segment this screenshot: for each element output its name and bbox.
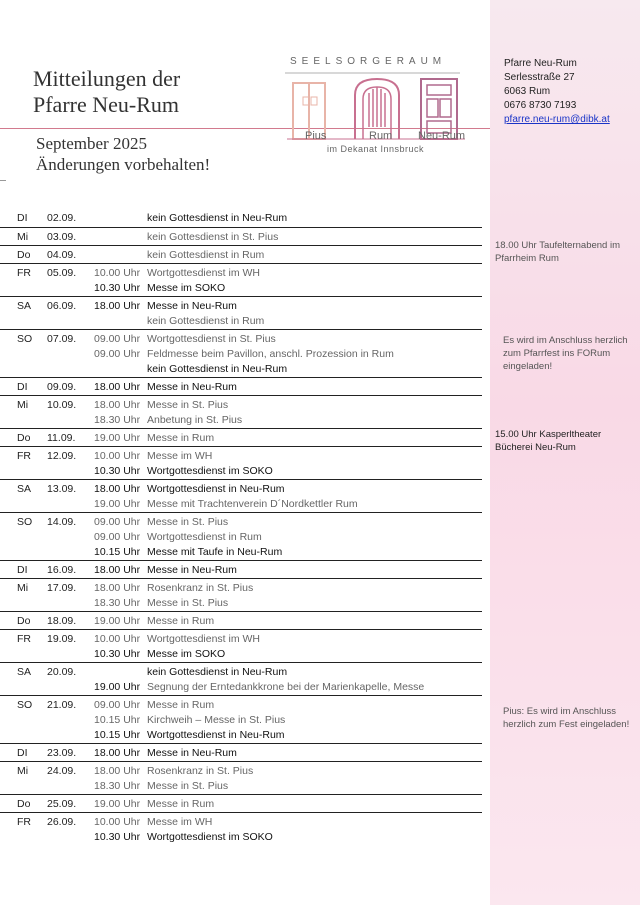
note-pius-fest — [503, 705, 629, 731]
row-day: SO — [17, 516, 33, 528]
schedule-row — [0, 812, 482, 846]
entry-time: 10.00 Uhr — [94, 450, 141, 462]
schedule-row — [0, 428, 482, 447]
contact-block — [504, 57, 610, 127]
schedule-row — [0, 479, 482, 513]
note-3-line-2: Bücherei Neu-Rum — [495, 442, 576, 453]
row-date: 18.09. — [47, 615, 77, 627]
entry-time: 09.00 Uhr — [94, 699, 141, 711]
note-3-line-1: 15.00 Uhr Kasperltheater — [495, 429, 602, 440]
note-taufelternabend — [495, 239, 620, 265]
entry-text: Wortgottesdienst im SOKO — [147, 465, 273, 477]
entry-time: 19.00 Uhr — [94, 615, 141, 627]
logo-top-text: SEELSORGERAUM — [290, 56, 447, 67]
entry-time: 10.15 Uhr — [94, 546, 141, 558]
entry-text: Wortgottesdienst im WH — [147, 267, 261, 279]
row-date: 07.09. — [47, 333, 77, 345]
note-2-line-2: zum Pfarrfest ins FORum — [503, 348, 611, 359]
row-day: FR — [17, 633, 31, 645]
entry-time: 10.15 Uhr — [94, 714, 141, 726]
note-4-line-2: herzlich zum Fest eingeladen! — [503, 719, 630, 730]
row-date: 23.09. — [47, 747, 77, 759]
entry-time: 10.30 Uhr — [94, 831, 141, 843]
entry-time: 18.00 Uhr — [94, 399, 141, 411]
schedule-row — [0, 611, 482, 630]
schedule-row — [0, 629, 482, 663]
entry-text: kein Gottesdienst in Neu-Rum — [147, 212, 288, 224]
row-date: 06.09. — [47, 300, 77, 312]
row-date: 21.09. — [47, 699, 77, 711]
entry-time: 09.00 Uhr — [94, 333, 141, 345]
entry-text: Messe in Neu-Rum — [147, 747, 237, 759]
entry-text: kein Gottesdienst in St. Pius — [147, 231, 279, 243]
schedule-row — [0, 395, 482, 429]
row-day: Mi — [17, 582, 29, 594]
margin-mark — [0, 180, 6, 181]
entry-time: 18.00 Uhr — [94, 300, 141, 312]
row-date: 09.09. — [47, 381, 77, 393]
entry-text: Wortgottesdienst im SOKO — [147, 831, 273, 843]
entry-time: 19.00 Uhr — [94, 798, 141, 810]
entry-time: 10.00 Uhr — [94, 816, 141, 828]
entry-text: Wortgottesdienst in Neu-Rum — [147, 483, 285, 495]
contact-phone: 0676 8730 7193 — [504, 100, 577, 111]
entry-time: 10.30 Uhr — [94, 465, 141, 477]
entry-text: Messe mit Taufe in Neu-Rum — [147, 546, 283, 558]
note-pfarrfest — [503, 334, 628, 373]
schedule-row — [0, 743, 482, 762]
row-date: 24.09. — [47, 765, 77, 777]
row-date: 20.09. — [47, 666, 77, 678]
schedule-row — [0, 560, 482, 579]
entry-time: 19.00 Uhr — [94, 681, 141, 693]
logo-parish-names — [305, 130, 465, 142]
entry-time: 09.00 Uhr — [94, 531, 141, 543]
row-day: FR — [17, 267, 31, 279]
title-line-2: Pfarre Neu-Rum — [33, 92, 180, 117]
row-day: SA — [17, 666, 32, 678]
row-day: Do — [17, 615, 31, 627]
row-date: 19.09. — [47, 633, 77, 645]
schedule-row — [0, 695, 482, 744]
row-day: Mi — [17, 765, 29, 777]
entry-text: Messe in Neu-Rum — [147, 564, 237, 576]
logo-sub-text: im Dekanat Innsbruck — [327, 144, 425, 154]
title-line-1: Mitteilungen der — [33, 66, 181, 91]
row-date: 11.09. — [47, 432, 76, 444]
schedule-row — [0, 578, 482, 612]
entry-text: Wortgottesdienst in Neu-Rum — [147, 729, 285, 741]
schedule-row — [0, 794, 482, 813]
contact-name: Pfarre Neu-Rum — [504, 58, 577, 69]
note-1-line-2: Pfarrheim Rum — [495, 253, 559, 264]
contact-street: Serlesstraße 27 — [504, 72, 575, 83]
note-1-line-1: 18.00 Uhr Taufelternabend im — [495, 240, 620, 251]
row-date: 17.09. — [47, 582, 77, 594]
entry-text: Messe in Rum — [147, 432, 215, 444]
row-day: DI — [17, 747, 28, 759]
row-date: 16.09. — [47, 564, 77, 576]
entry-text: Rosenkranz in St. Pius — [147, 582, 254, 594]
entry-time: 18.00 Uhr — [94, 765, 141, 777]
entry-text: kein Gottesdienst in Neu-Rum — [147, 363, 288, 375]
row-day: SO — [17, 333, 33, 345]
entry-text: Messe im SOKO — [147, 648, 226, 660]
contact-email-link[interactable]: pfarre.neu-rum@dibk.at — [504, 114, 610, 125]
entry-time: 19.00 Uhr — [94, 498, 141, 510]
entry-time: 18.00 Uhr — [94, 483, 141, 495]
entry-text: Segnung der Erntedankkrone bei der Marienkapelle, Messe — [147, 681, 425, 693]
entry-text: Messe in St. Pius — [147, 597, 229, 609]
row-day: FR — [17, 816, 31, 828]
row-day: DI — [17, 564, 28, 576]
entry-text: Messe im WH — [147, 450, 213, 462]
entry-text: Messe in Rum — [147, 699, 215, 711]
entry-text: Kirchweih – Messe in St. Pius — [147, 714, 286, 726]
entry-text: Messe in Neu-Rum — [147, 381, 237, 393]
entry-text: Messe in St. Pius — [147, 780, 229, 792]
row-date: 05.09. — [47, 267, 77, 279]
entry-text: Wortgottesdienst in St. Pius — [147, 333, 276, 345]
schedule-row — [0, 209, 482, 227]
schedule-row — [0, 263, 482, 297]
entry-text: Messe in Neu-Rum — [147, 300, 237, 312]
schedule-row — [0, 296, 482, 330]
row-date: 14.09. — [47, 516, 77, 528]
entry-time: 10.15 Uhr — [94, 729, 141, 741]
entry-text: kein Gottesdienst in Neu-Rum — [147, 666, 288, 678]
subtitle-note: Änderungen vorbehalten! — [36, 155, 211, 174]
entry-text: Messe in St. Pius — [147, 399, 229, 411]
entry-time: 18.00 Uhr — [94, 381, 141, 393]
logo-name-neurum: Neu-Rum — [418, 130, 466, 142]
row-date: 03.09. — [47, 231, 77, 243]
page-subtitle — [36, 133, 210, 175]
row-day: Do — [17, 249, 31, 261]
row-day: Mi — [17, 231, 29, 243]
schedule-row — [0, 446, 482, 480]
note-4-line-1: Pius: Es wird im Anschluss — [503, 706, 616, 717]
entry-time: 19.00 Uhr — [94, 432, 141, 444]
row-date: 02.09. — [47, 212, 77, 224]
row-date: 10.09. — [47, 399, 77, 411]
row-date: 04.09. — [47, 249, 77, 261]
entry-time: 09.00 Uhr — [94, 516, 141, 528]
entry-text: Wortgottesdienst im WH — [147, 633, 261, 645]
entry-time: 09.00 Uhr — [94, 348, 141, 360]
entry-time: 18.00 Uhr — [94, 582, 141, 594]
entry-text: Messe in Rum — [147, 798, 215, 810]
contact-city: 6063 Rum — [504, 86, 551, 97]
entry-text: Messe im SOKO — [147, 282, 226, 294]
entry-time: 10.30 Uhr — [94, 282, 141, 294]
row-date: 26.09. — [47, 816, 77, 828]
note-2-line-1: Es wird im Anschluss herzlich — [503, 335, 628, 346]
entry-text: Messe mit Trachtenverein D´Nordkettler Rum — [147, 498, 358, 510]
entry-text: kein Gottesdienst in Rum — [147, 315, 265, 327]
entry-time: 18.30 Uhr — [94, 414, 141, 426]
logo-name-rum: Rum — [369, 130, 393, 142]
row-date: 12.09. — [47, 450, 77, 462]
row-day: FR — [17, 450, 31, 462]
note-2-line-3: eingeladen! — [503, 361, 553, 372]
schedule-row — [0, 761, 482, 795]
entry-text: Rosenkranz in St. Pius — [147, 765, 254, 777]
schedule-row — [0, 662, 482, 696]
row-day: Do — [17, 432, 31, 444]
schedule-row — [0, 227, 482, 246]
entry-text: Feldmesse beim Pavillon, anschl. Prozession in Rum — [147, 348, 394, 360]
entry-time: 18.30 Uhr — [94, 597, 141, 609]
row-day: SA — [17, 300, 32, 312]
row-day: DI — [17, 212, 28, 224]
entry-text: Messe in St. Pius — [147, 516, 229, 528]
entry-time: 18.00 Uhr — [94, 747, 141, 759]
entry-text: Messe in Rum — [147, 615, 215, 627]
row-date: 13.09. — [47, 483, 77, 495]
schedule-row — [0, 245, 482, 264]
entry-text: Wortgottesdienst in Rum — [147, 531, 262, 543]
note-kasperltheater — [495, 428, 601, 454]
entry-time: 18.30 Uhr — [94, 780, 141, 792]
schedule-row — [0, 512, 482, 561]
row-date: 25.09. — [47, 798, 77, 810]
seelsorgeraum-logo — [285, 55, 475, 185]
row-day: Mi — [17, 399, 29, 411]
page-title — [33, 66, 180, 118]
entry-time: 18.00 Uhr — [94, 564, 141, 576]
subtitle-month: September 2025 — [36, 134, 147, 153]
entry-time: 10.00 Uhr — [94, 267, 141, 279]
entry-text: kein Gottesdienst in Rum — [147, 249, 265, 261]
entry-text: Messe im WH — [147, 816, 213, 828]
row-day: SA — [17, 483, 32, 495]
entry-text: Anbetung in St. Pius — [147, 414, 243, 426]
logo-name-pius: Pius — [305, 130, 327, 142]
row-day: Do — [17, 798, 31, 810]
schedule-row — [0, 329, 482, 378]
entry-time: 10.30 Uhr — [94, 648, 141, 660]
row-day: DI — [17, 381, 28, 393]
entry-time: 10.00 Uhr — [94, 633, 141, 645]
schedule-row — [0, 377, 482, 396]
row-day: SO — [17, 699, 33, 711]
